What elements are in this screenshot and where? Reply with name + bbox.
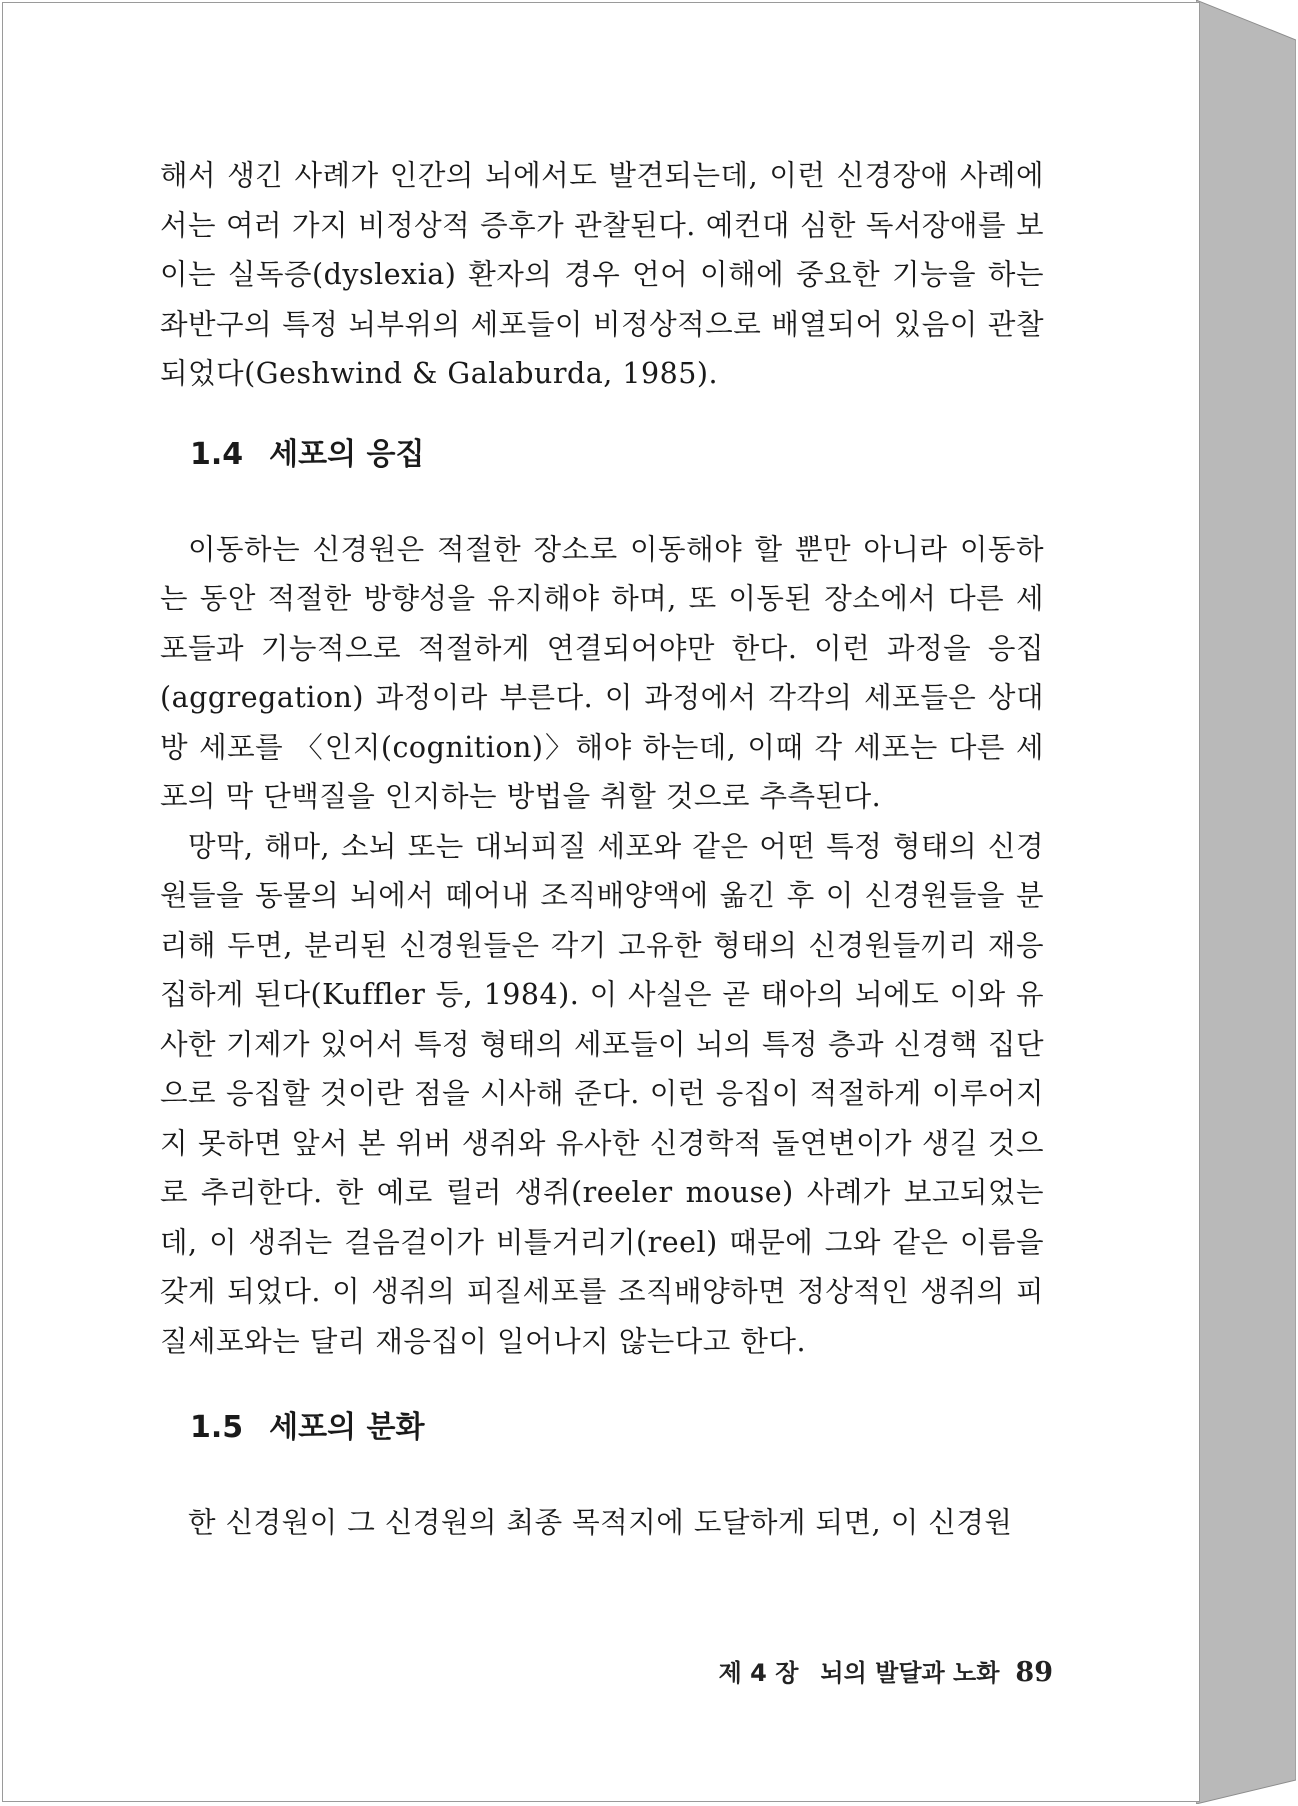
book-edge-shading bbox=[1196, 0, 1296, 1804]
section-number: 1.4 bbox=[190, 436, 244, 472]
footer-chapter-title: 뇌의 발달과 노화 bbox=[820, 1659, 1000, 1687]
section-title: 세포의 분화 bbox=[269, 1410, 425, 1445]
paragraph-aggregation-2: 망막, 해마, 소뇌 또는 대뇌피질 세포와 같은 어떤 특정 형태의 신경원들을 동물의 뇌에서 떼어내 조직배양액에 옮긴 후 이 신경원들을 분리해 두면, 분리된 신경원들은 각기 고유한 형태의 신경원들끼리 재응집하게 된다(Kuffler 등, 1984). 이 사실은 곧 태아의 뇌에도 이와 유사한 기제가 있어서 특정 형태의 세포들이 뇌의 특정 층과 신경핵 집단으로 응집할 것이란 점을 시사해 준다. 이런 응집이 적절하게 이루어지지 못하면 앞서 본 위버 생쥐와 유사한 신경학적 돌연변이가 생길 것으로 추리한다. 한 예로 릴러 생쥐(reeler mouse) 사례가 보고되었는데, 이 생쥐는 걸음걸이가 비틀거리기(reel) 때문에 그와 같은 이름을 갖게 되었다. 이 생쥐의 피질세포를 조직배양하면 정상적인 생쥐의 피질세포와는 달리 재응집이 일어나지 않는다고 한다. bbox=[160, 829, 1044, 1358]
page-footer bbox=[683, 1653, 1053, 1688]
section-heading-1-4 bbox=[160, 435, 1044, 475]
page-number: 89 bbox=[1015, 1657, 1053, 1688]
paragraph-aggregation-1: 이동하는 신경원은 적절한 장소로 이동해야 할 뿐만 아니라 이동하는 동안 적절한 방향성을 유지해야 하며, 또 이동된 장소에서 다른 세포들과 기능적으로 적절하게 연결되어야만 한다. 이런 과정을 응집(aggregation) 과정이라 부른다. 이 과정에서 각각의 세포들은 상대방 세포를 〈인지(cognition)〉해야 하는데, 이때 각 세포는 다른 세포의 막 단백질을 인지하는 방법을 취할 것으로 추측된다. bbox=[160, 532, 1044, 813]
page-content bbox=[160, 151, 1044, 1548]
paragraph-differentiation-1: 한 신경원이 그 신경원의 최종 목적지에 도달하게 되면, 이 신경원 bbox=[188, 1506, 1013, 1539]
section-number: 1.5 bbox=[190, 1410, 244, 1445]
section-title: 세포의 응집 bbox=[269, 436, 425, 472]
book-page bbox=[2, 2, 1200, 1802]
section-heading-1-5 bbox=[160, 1408, 1044, 1448]
footer-chapter: 제 4 장 bbox=[718, 1659, 799, 1687]
paragraph-intro: 해서 생긴 사례가 인간의 뇌에서도 발견되는데, 이런 신경장애 사례에서는 여러 가지 비정상적 증후가 관찰된다. 예컨대 심한 독서장애를 보이는 실독증(dyslexia) 환자의 경우 언어 이해에 중요한 기능을 하는 좌반구의 특정 뇌부위의 세포들이 비정상적으로 배열되어 있음이 관찰되었다(Geshwind & Galaburda, 1985). bbox=[160, 159, 1044, 390]
